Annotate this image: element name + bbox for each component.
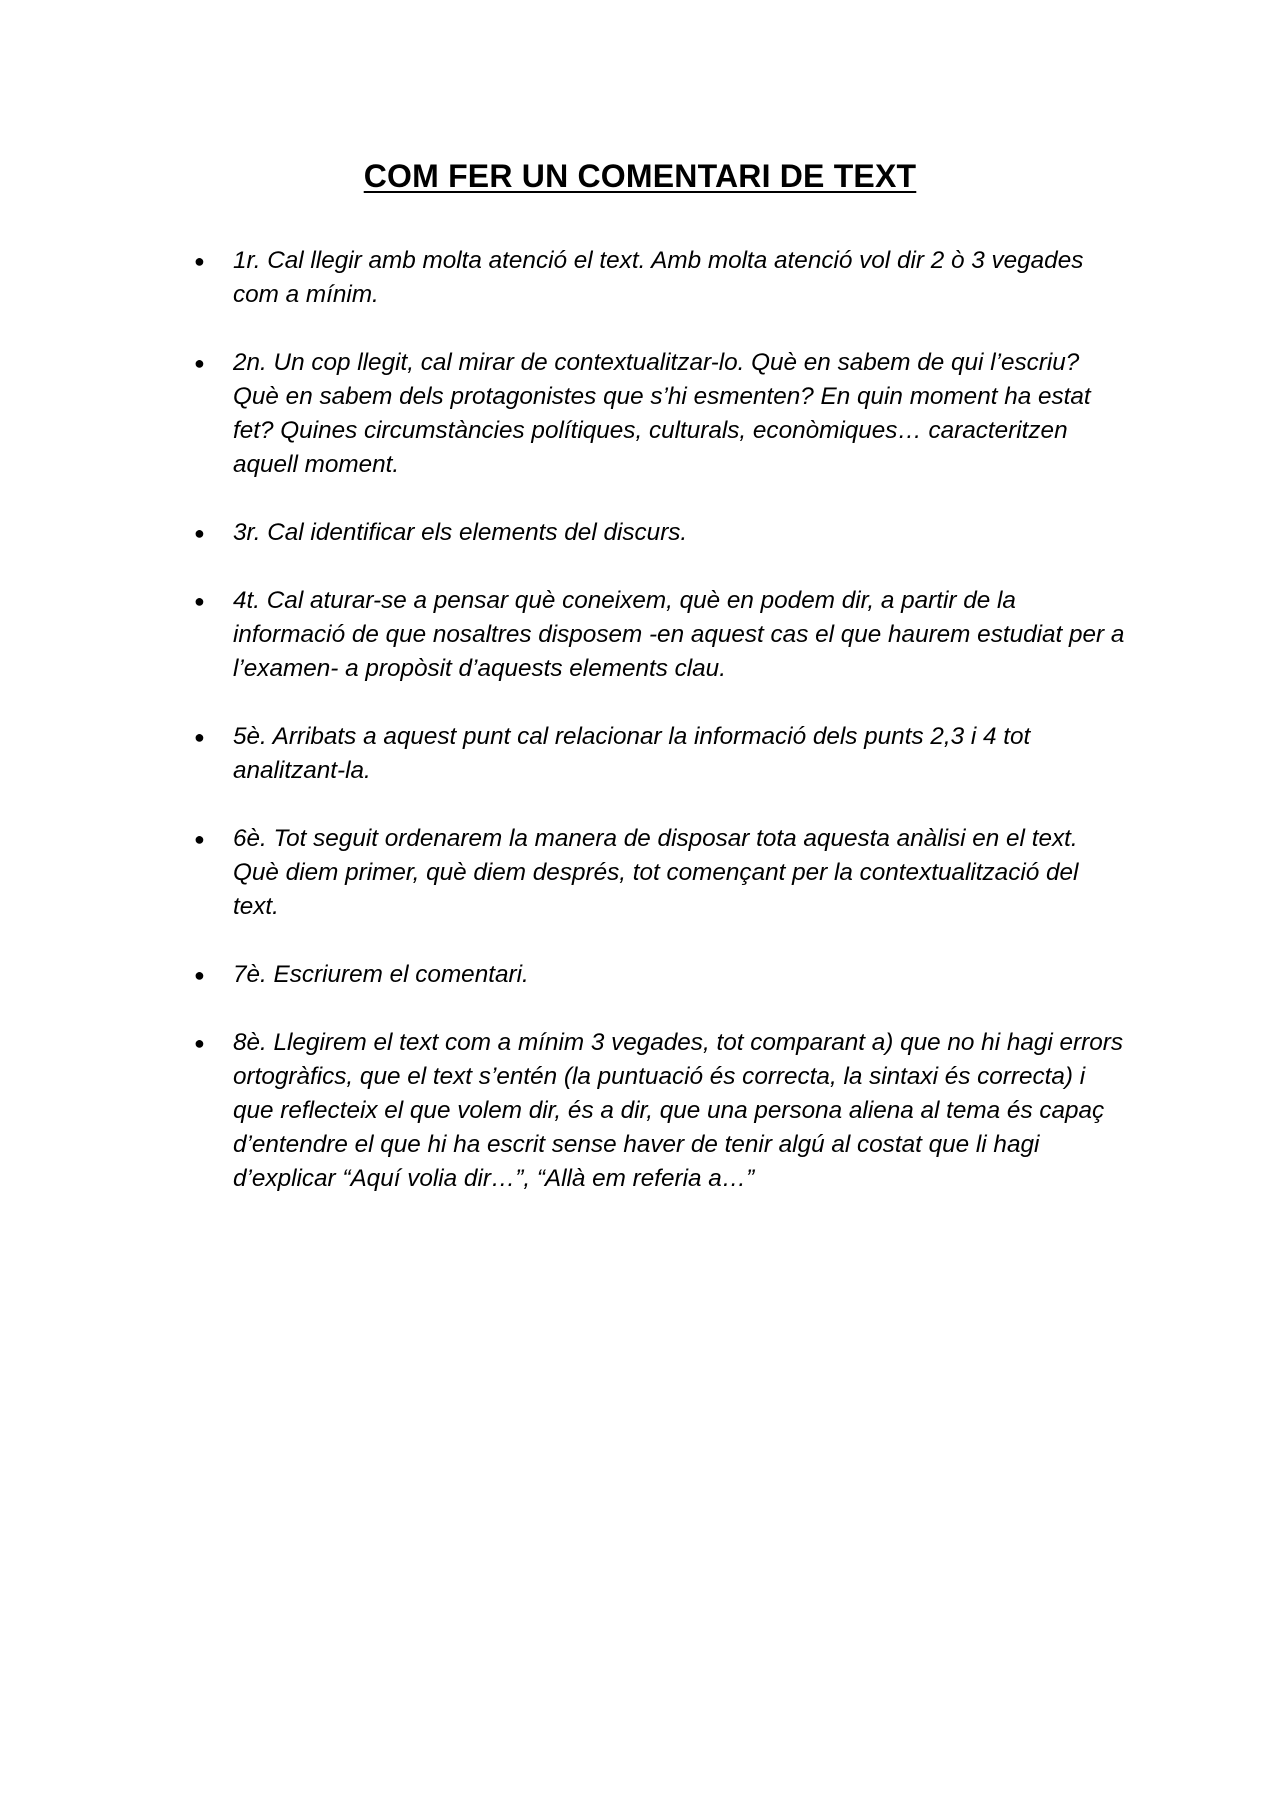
list-item-text: 2n. Un cop llegit, cal mirar de contextualitzar-lo. Què en sabem de qui l’escriu? Què en sabem dels protagonistes que s’hi esmenten? En quin moment ha estat fet? Quines circumstàncies polítiques, culturals, econòmiques… caracteritzen aquell moment. [233,349,1091,478]
list-item-text: 6è. Tot seguit ordenarem la manera de disposar tota aquesta anàlisi en el text. Què diem primer, què diem després, tot començant per la contextualització del text. [233,825,1079,920]
list-item-4 [0,584,1128,686]
list-item-text: 8è. Llegirem el text com a mínim 3 vegades, tot comparant a) que no hi hagi errors ortogràfics, que el text s’entén (la puntuació és correcta, la sintaxi és correcta) i que reflecteix el que volem dir, és a dir, que una persona aliena al tema és capaç d’entendre el que hi ha escrit sense haver de tenir algú al costat que li hagi d’explicar “Aquí volia dir…”, “Allà em referia a…” [233,1029,1123,1192]
list-item-text: 4t. Cal aturar-se a pensar què coneixem, què en podem dir, a partir de la informació de que nosaltres disposem -en aquest cas el que haurem estudiat per a l’examen- a propòsit d’aquests elements clau. [233,587,1125,682]
bullet-icon: ● [194,251,205,271]
page-title: COM FER UN COMENTARI DE TEXT [363,158,917,194]
bullet-icon: ● [194,523,205,543]
list-item-text: 5è. Arribats a aquest punt cal relacionar la informació dels punts 2,3 i 4 tot analitzant-la. [233,723,1031,784]
bullet-icon: ● [194,591,205,611]
list-item-2 [0,346,1128,482]
list-item-1 [0,244,1128,312]
list-item-6 [0,822,1128,924]
list-item-3 [0,516,1128,550]
list-item-8 [0,1026,1128,1196]
bullet-icon: ● [194,353,205,373]
list-item-7 [0,958,1128,992]
list-item-5 [0,720,1128,788]
bullet-icon: ● [194,829,205,849]
bullet-icon: ● [194,727,205,747]
list-item-text: 3r. Cal identificar els elements del discurs. [233,519,688,546]
steps-list [0,244,1280,1230]
list-item-text: 7è. Escriurem el comentari. [233,961,529,988]
bullet-icon: ● [194,1033,205,1053]
bullet-icon: ● [194,965,205,985]
list-item-text: 1r. Cal llegir amb molta atenció el text. Amb molta atenció vol dir 2 ò 3 vegades com a mínim. [233,247,1084,308]
